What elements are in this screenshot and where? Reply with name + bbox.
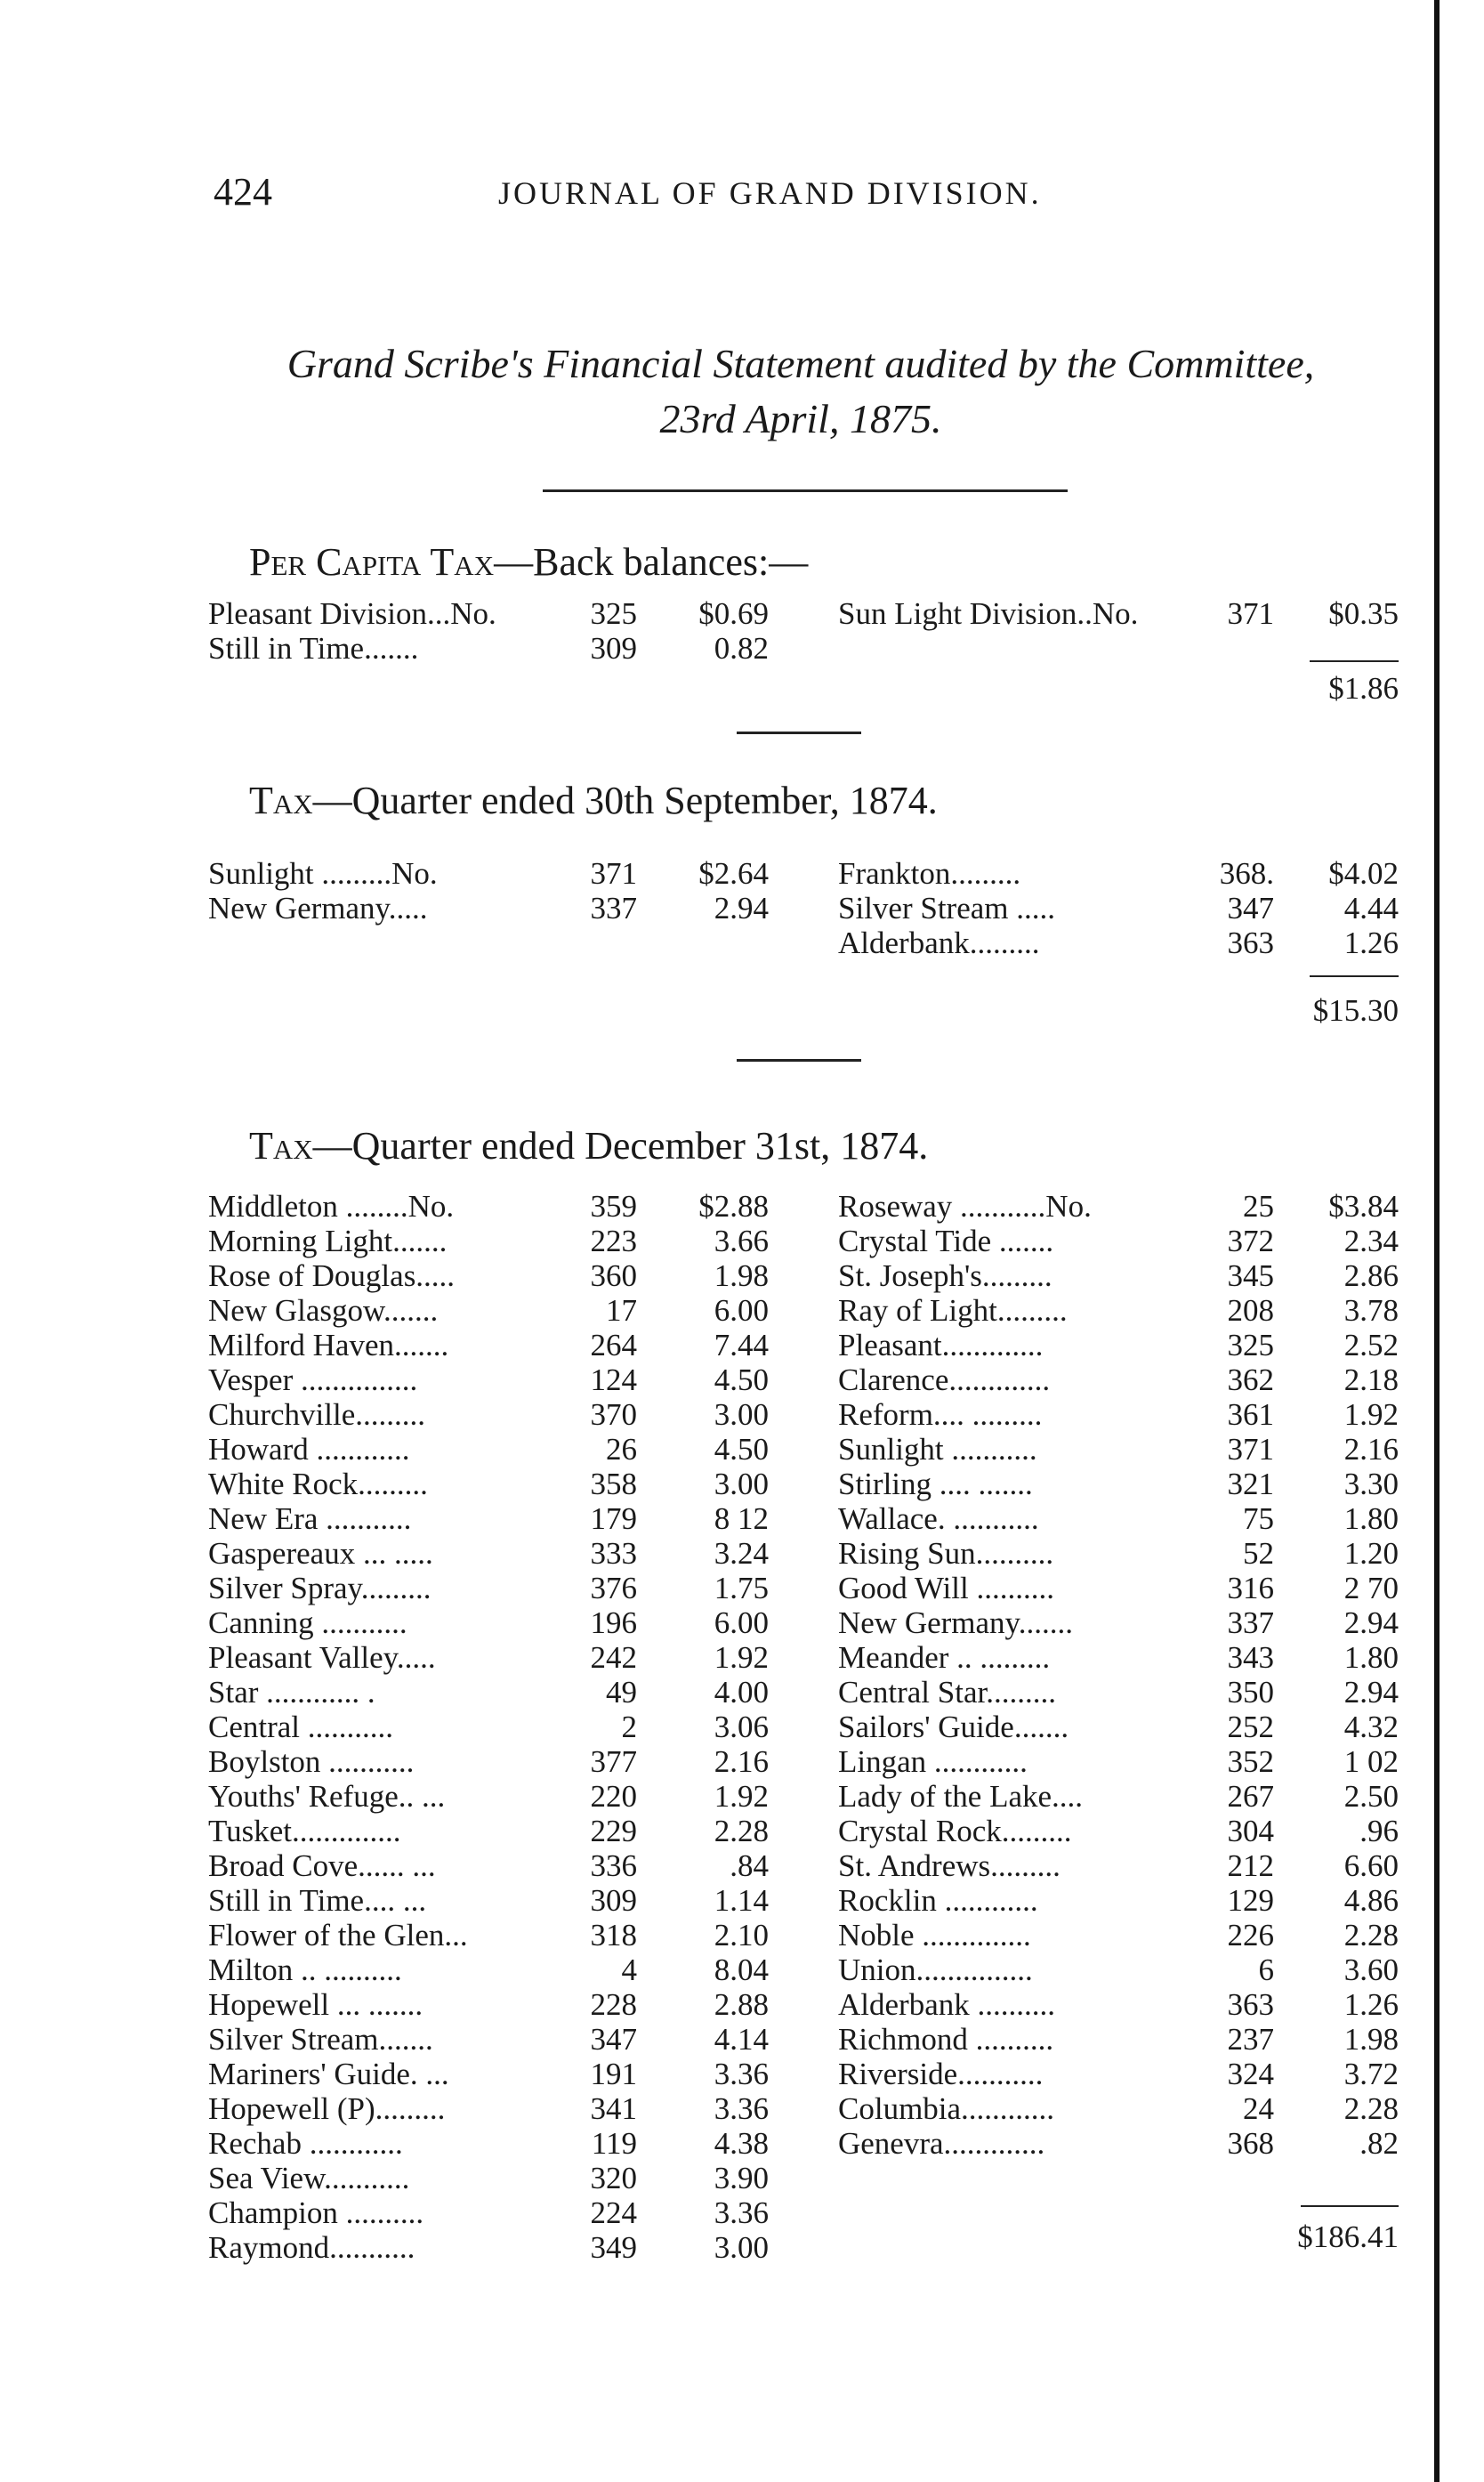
- tax-amount: 4.38: [714, 2126, 769, 2161]
- division-name: Youths' Refuge.. ...: [208, 1779, 446, 1814]
- division-number: 223: [590, 1224, 637, 1258]
- tax-amount: 6.60: [1343, 1848, 1399, 1883]
- table-row: [208, 1467, 795, 1501]
- division-name: Crystal Tide .......: [838, 1224, 1054, 1258]
- table-row: [208, 2230, 795, 2265]
- division-number: 26: [606, 1432, 637, 1467]
- table-row: [838, 1571, 1407, 1605]
- division-number: 352: [1227, 1744, 1274, 1779]
- tax-amount: 3.00: [714, 1467, 769, 1501]
- division-name: New Germany.......: [838, 1605, 1074, 1640]
- tax-amount: 1.75: [714, 1571, 769, 1605]
- division-name: Tusket..............: [208, 1814, 401, 1848]
- division-name: Rechab ............: [208, 2126, 403, 2161]
- table-row: [208, 2126, 795, 2161]
- division-number: 25: [1243, 1189, 1274, 1224]
- table-row: [208, 1848, 795, 1883]
- division-name: Good Will ..........: [838, 1571, 1054, 1605]
- total-back-balances: $1.86: [1328, 671, 1399, 706]
- division-name: Clarence.............: [838, 1362, 1051, 1397]
- table-row: [208, 1432, 795, 1467]
- division-name: Gaspereaux ... .....: [208, 1536, 433, 1571]
- table-row: [208, 1605, 795, 1640]
- division-name: New Era ...........: [208, 1501, 412, 1536]
- division-name: Milford Haven.......: [208, 1328, 449, 1362]
- tax-amount: 3.36: [714, 2057, 769, 2091]
- table-row: [838, 2091, 1407, 2126]
- division-number: 237: [1227, 2022, 1274, 2057]
- division-name: Stirling .... .......: [838, 1467, 1033, 1501]
- table-row: [838, 1258, 1407, 1293]
- division-name: Rose of Douglas.....: [208, 1258, 456, 1293]
- division-number: 124: [590, 1362, 637, 1397]
- division-number: 333: [590, 1536, 637, 1571]
- tax-amount: 3.30: [1343, 1467, 1399, 1501]
- division-name: Silver Spray.........: [208, 1571, 431, 1605]
- division-name: Sailors' Guide.......: [838, 1710, 1069, 1744]
- table-dec-1874-left: [208, 1189, 795, 2265]
- division-name: Rising Sun..........: [838, 1536, 1054, 1571]
- division-name: Rocklin ............: [838, 1883, 1038, 1918]
- sum-rule: [1310, 975, 1399, 977]
- table-row: [838, 1987, 1407, 2022]
- tax-amount: 1.92: [714, 1640, 769, 1675]
- tax-amount: 2.86: [1343, 1258, 1399, 1293]
- division-name: Pleasant Valley.....: [208, 1640, 436, 1675]
- table-row: [208, 631, 795, 666]
- tax-amount: 1.98: [714, 1258, 769, 1293]
- tax-amount: 4.32: [1343, 1710, 1399, 1744]
- division-name: Sunlight .........No.: [208, 856, 438, 891]
- table-row: [208, 1536, 795, 1571]
- division-number: 358: [590, 1467, 637, 1501]
- division-name: Middleton ........No.: [208, 1189, 455, 1224]
- section-heading-caps: Tax: [249, 779, 313, 822]
- table-row: [208, 1814, 795, 1848]
- tax-amount: 3.60: [1343, 1952, 1399, 1987]
- division-name: Flower of the Glen...: [208, 1918, 468, 1952]
- table-row: [208, 2091, 795, 2126]
- tax-amount: 3.00: [714, 1397, 769, 1432]
- tax-amount: 4.44: [1343, 891, 1399, 926]
- division-number: 196: [590, 1605, 637, 1640]
- tax-amount: $0.35: [1328, 596, 1399, 631]
- divider-rule: [737, 732, 861, 734]
- table-row: [838, 1293, 1407, 1328]
- division-name: St. Joseph's.........: [838, 1258, 1053, 1293]
- table-row: [838, 1536, 1407, 1571]
- division-name: Silver Stream .....: [838, 891, 1055, 926]
- division-number: 359: [590, 1189, 637, 1224]
- division-name: Central ...........: [208, 1710, 394, 1744]
- division-number: 371: [590, 856, 637, 891]
- division-number: 224: [590, 2195, 637, 2230]
- tax-amount: $4.02: [1328, 856, 1399, 891]
- table-row: [838, 1744, 1407, 1779]
- division-name: Still in Time.......: [208, 631, 419, 666]
- division-name: Riverside...........: [838, 2057, 1044, 2091]
- division-name: Noble ..............: [838, 1918, 1031, 1952]
- tax-amount: .82: [1359, 2126, 1399, 2161]
- tax-amount: 2.50: [1343, 1779, 1399, 1814]
- division-number: 52: [1243, 1536, 1274, 1571]
- table-row: [838, 1814, 1407, 1848]
- table-row: [208, 1883, 795, 1918]
- division-number: 252: [1227, 1710, 1274, 1744]
- division-number: 325: [1227, 1328, 1274, 1362]
- table-row: [838, 2022, 1407, 2057]
- tax-amount: 2.88: [714, 1987, 769, 2022]
- table-row: [208, 1397, 795, 1432]
- division-name: Mariners' Guide. ...: [208, 2057, 449, 2091]
- division-name: Columbia............: [838, 2091, 1055, 2126]
- division-name: Reform.... .........: [838, 1397, 1043, 1432]
- table-row: [838, 1189, 1407, 1224]
- division-name: Union...............: [838, 1952, 1033, 1987]
- division-number: 75: [1243, 1501, 1274, 1536]
- tax-amount: 4.86: [1343, 1883, 1399, 1918]
- division-number: 318: [590, 1918, 637, 1952]
- statement-heading: [205, 336, 1397, 447]
- table-row: [838, 1328, 1407, 1362]
- table-sept-1874-right: [838, 856, 1407, 960]
- division-number: 321: [1227, 1467, 1274, 1501]
- division-name: Pleasant Division...No.: [208, 596, 496, 631]
- table-row: [838, 1710, 1407, 1744]
- division-number: 368.: [1219, 856, 1274, 891]
- division-name: Genevra.............: [838, 2126, 1045, 2161]
- division-number: 337: [590, 891, 637, 926]
- division-number: 349: [590, 2230, 637, 2265]
- table-row: [208, 1952, 795, 1987]
- table-row: [838, 1501, 1407, 1536]
- division-name: Hopewell ... .......: [208, 1987, 423, 2022]
- division-number: 129: [1227, 1883, 1274, 1918]
- table-row: [838, 926, 1407, 960]
- table-row: [838, 1675, 1407, 1710]
- division-number: 337: [1227, 1605, 1274, 1640]
- division-number: 226: [1227, 1918, 1274, 1952]
- total-dec-1874: $186.41: [1297, 2219, 1399, 2254]
- table-row: [208, 1640, 795, 1675]
- table-row: [208, 2022, 795, 2057]
- tax-amount: 3.06: [714, 1710, 769, 1744]
- tax-amount: 2.16: [714, 1744, 769, 1779]
- tax-amount: 1.80: [1343, 1501, 1399, 1536]
- table-row: [208, 1675, 795, 1710]
- tax-amount: 2.18: [1343, 1362, 1399, 1397]
- division-number: 377: [590, 1744, 637, 1779]
- division-name: Milton .. ..........: [208, 1952, 402, 1987]
- page-edge-line: [1434, 0, 1440, 2482]
- division-number: 304: [1227, 1814, 1274, 1848]
- section-heading-rest: —Quarter ended 30th September, 1874.: [312, 779, 938, 822]
- table-row: [838, 1224, 1407, 1258]
- tax-amount: 1.92: [1343, 1397, 1399, 1432]
- section-heading-dec-1874: [249, 1123, 928, 1168]
- table-row: [208, 1258, 795, 1293]
- division-name: Howard ............: [208, 1432, 410, 1467]
- division-name: Ray of Light.........: [838, 1293, 1068, 1328]
- section-heading-caps: Tax: [249, 1124, 313, 1168]
- section-heading-caps: Per Capita Tax: [249, 540, 495, 584]
- table-row: [208, 596, 795, 631]
- tax-amount: 1.14: [714, 1883, 769, 1918]
- division-name: Crystal Rock.........: [838, 1814, 1072, 1848]
- division-number: 376: [590, 1571, 637, 1605]
- tax-amount: 6.00: [714, 1293, 769, 1328]
- tax-amount: 2.94: [714, 891, 769, 926]
- tax-amount: 7.44: [714, 1328, 769, 1362]
- total-sept-1874: $15.30: [1312, 993, 1399, 1028]
- division-number: 4: [621, 1952, 637, 1987]
- table-row: [838, 2126, 1407, 2161]
- tax-amount: $0.69: [698, 596, 769, 631]
- tax-amount: 3.72: [1343, 2057, 1399, 2091]
- division-name: Meander .. .........: [838, 1640, 1051, 1675]
- division-number: 363: [1227, 926, 1274, 960]
- tax-amount: 1.20: [1343, 1536, 1399, 1571]
- table-row: [838, 1605, 1407, 1640]
- division-number: 17: [606, 1293, 637, 1328]
- tax-amount: 3.00: [714, 2230, 769, 2265]
- division-name: Vesper ...............: [208, 1362, 418, 1397]
- table-row: [208, 856, 795, 891]
- tax-amount: 3.36: [714, 2195, 769, 2230]
- tax-amount: $2.64: [698, 856, 769, 891]
- section-heading-sept-1874: [249, 778, 938, 823]
- division-number: 212: [1227, 1848, 1274, 1883]
- table-row: [208, 1710, 795, 1744]
- table-row: [208, 1328, 795, 1362]
- division-number: 2: [621, 1710, 637, 1744]
- section-heading-back-balances: [249, 539, 808, 585]
- table-row: [208, 1362, 795, 1397]
- tax-amount: 2.52: [1343, 1328, 1399, 1362]
- table-row: [208, 1224, 795, 1258]
- division-number: 360: [590, 1258, 637, 1293]
- table-row: [838, 1397, 1407, 1432]
- division-number: 325: [590, 596, 637, 631]
- page-number: 424: [214, 170, 272, 214]
- division-number: 264: [590, 1328, 637, 1362]
- table-row: [208, 1293, 795, 1328]
- table-sept-1874-left: [208, 856, 795, 926]
- division-number: 371: [1227, 596, 1274, 631]
- division-number: 347: [1227, 891, 1274, 926]
- division-name: Alderbank ..........: [838, 1987, 1055, 2022]
- table-row: [208, 2195, 795, 2230]
- sum-rule: [1301, 2205, 1399, 2207]
- division-name: Boylston ...........: [208, 1744, 415, 1779]
- division-name: Central Star.........: [838, 1675, 1056, 1710]
- table-row: [838, 891, 1407, 926]
- division-name: Morning Light.......: [208, 1224, 448, 1258]
- table-row: [208, 1501, 795, 1536]
- table-row: [208, 1571, 795, 1605]
- division-name: New Glasgow.......: [208, 1293, 439, 1328]
- divider-rule: [737, 1059, 861, 1062]
- tax-amount: 2.28: [1343, 2091, 1399, 2126]
- division-name: Lingan ............: [838, 1744, 1028, 1779]
- division-number: 347: [590, 2022, 637, 2057]
- division-number: 49: [606, 1675, 637, 1710]
- table-row: [208, 891, 795, 926]
- tax-amount: 3.24: [714, 1536, 769, 1571]
- division-number: 316: [1227, 1571, 1274, 1605]
- table-row: [838, 856, 1407, 891]
- tax-amount: 1.92: [714, 1779, 769, 1814]
- division-name: Richmond ..........: [838, 2022, 1054, 2057]
- tax-amount: 4.50: [714, 1432, 769, 1467]
- division-name: New Germany.....: [208, 891, 428, 926]
- running-header: [214, 169, 1190, 222]
- division-number: 343: [1227, 1640, 1274, 1675]
- division-name: Wallace. ...........: [838, 1501, 1039, 1536]
- tax-amount: 3.36: [714, 2091, 769, 2126]
- tax-amount: 1 02: [1343, 1744, 1399, 1779]
- division-number: 362: [1227, 1362, 1274, 1397]
- table-dec-1874-right: [838, 1189, 1407, 2161]
- tax-amount: 1.26: [1343, 1987, 1399, 2022]
- table-row: [838, 1467, 1407, 1501]
- table-back-balances-left: [208, 596, 795, 666]
- tax-amount: 8 12: [714, 1501, 769, 1536]
- table-back-balances-right: [838, 596, 1407, 631]
- division-number: 179: [590, 1501, 637, 1536]
- division-number: 119: [591, 2126, 637, 2161]
- division-number: 370: [590, 1397, 637, 1432]
- tax-amount: 3.66: [714, 1224, 769, 1258]
- tax-amount: 2.28: [1343, 1918, 1399, 1952]
- division-number: 320: [590, 2161, 637, 2195]
- table-row: [208, 1987, 795, 2022]
- table-row: [838, 1918, 1407, 1952]
- division-number: 324: [1227, 2057, 1274, 2091]
- table-row: [208, 2161, 795, 2195]
- division-name: Sea View...........: [208, 2161, 410, 2195]
- tax-amount: 1.26: [1343, 926, 1399, 960]
- division-number: 350: [1227, 1675, 1274, 1710]
- table-row: [208, 1779, 795, 1814]
- tax-amount: 3.78: [1343, 1293, 1399, 1328]
- division-number: 229: [590, 1814, 637, 1848]
- division-number: 361: [1227, 1397, 1274, 1432]
- division-name: Still in Time.... ...: [208, 1883, 427, 1918]
- tax-amount: 2 70: [1343, 1571, 1399, 1605]
- tax-amount: .84: [730, 1848, 769, 1883]
- division-name: Churchville.........: [208, 1397, 425, 1432]
- tax-amount: 1.80: [1343, 1640, 1399, 1675]
- tax-amount: 4.00: [714, 1675, 769, 1710]
- division-number: 372: [1227, 1224, 1274, 1258]
- table-row: [838, 1640, 1407, 1675]
- statement-line-2: 23rd April, 1875.: [659, 396, 942, 441]
- division-name: Champion ..........: [208, 2195, 424, 2230]
- division-name: Roseway ...........No.: [838, 1189, 1092, 1224]
- tax-amount: 2.94: [1343, 1605, 1399, 1640]
- table-row: [838, 1883, 1407, 1918]
- tax-amount: 2.16: [1343, 1432, 1399, 1467]
- division-number: 368: [1227, 2126, 1274, 2161]
- division-number: 371: [1227, 1432, 1274, 1467]
- division-name: Frankton.........: [838, 856, 1021, 891]
- division-number: 345: [1227, 1258, 1274, 1293]
- table-row: [838, 1848, 1407, 1883]
- division-number: 6: [1258, 1952, 1274, 1987]
- division-number: 208: [1227, 1293, 1274, 1328]
- tax-amount: 3.90: [714, 2161, 769, 2195]
- division-name: Lady of the Lake....: [838, 1779, 1084, 1814]
- tax-amount: 4.50: [714, 1362, 769, 1397]
- division-number: 220: [590, 1779, 637, 1814]
- section-heading-rest: —Back balances:—: [494, 540, 809, 584]
- tax-amount: $3.84: [1328, 1189, 1399, 1224]
- division-number: 341: [590, 2091, 637, 2126]
- division-name: Broad Cove...... ...: [208, 1848, 436, 1883]
- division-name: St. Andrews.........: [838, 1848, 1061, 1883]
- division-number: 24: [1243, 2091, 1274, 2126]
- tax-amount: 6.00: [714, 1605, 769, 1640]
- division-number: 191: [590, 2057, 637, 2091]
- division-number: 309: [590, 631, 637, 666]
- division-name: Sunlight ...........: [838, 1432, 1037, 1467]
- division-number: 336: [590, 1848, 637, 1883]
- running-title: JOURNAL OF GRAND DIVISION.: [498, 175, 1042, 211]
- division-number: 228: [590, 1987, 637, 2022]
- tax-amount: 2.10: [714, 1918, 769, 1952]
- division-name: Star ............ .: [208, 1675, 375, 1710]
- table-row: [208, 2057, 795, 2091]
- statement-line-1: Grand Scribe's Financial Statement audited by the Committee,: [286, 341, 1315, 386]
- table-row: [838, 1362, 1407, 1397]
- tax-amount: 0.82: [714, 631, 769, 666]
- division-name: Raymond...........: [208, 2230, 415, 2265]
- sum-rule: [1310, 660, 1399, 662]
- tax-amount: .96: [1359, 1814, 1399, 1848]
- tax-amount: 8.04: [714, 1952, 769, 1987]
- tax-amount: 2.94: [1343, 1675, 1399, 1710]
- table-row: [838, 2057, 1407, 2091]
- division-number: 267: [1227, 1779, 1274, 1814]
- division-name: Sun Light Division..No.: [838, 596, 1139, 631]
- divider-rule: [543, 489, 1068, 492]
- division-name: Pleasant.............: [838, 1328, 1044, 1362]
- division-name: Canning ...........: [208, 1605, 407, 1640]
- division-name: Hopewell (P).........: [208, 2091, 446, 2126]
- tax-amount: 2.34: [1343, 1224, 1399, 1258]
- table-row: [838, 1432, 1407, 1467]
- table-row: [208, 1918, 795, 1952]
- division-number: 363: [1227, 1987, 1274, 2022]
- division-number: 309: [590, 1883, 637, 1918]
- section-heading-rest: —Quarter ended December 31st, 1874.: [312, 1124, 929, 1168]
- table-row: [208, 1744, 795, 1779]
- tax-amount: 2.28: [714, 1814, 769, 1848]
- table-row: [838, 1952, 1407, 1987]
- tax-amount: $2.88: [698, 1189, 769, 1224]
- tax-amount: 1.98: [1343, 2022, 1399, 2057]
- division-name: Silver Stream.......: [208, 2022, 433, 2057]
- tax-amount: 4.14: [714, 2022, 769, 2057]
- division-name: Alderbank.........: [838, 926, 1040, 960]
- table-row: [838, 1779, 1407, 1814]
- table-row: [838, 596, 1407, 631]
- table-row: [208, 1189, 795, 1224]
- division-number: 242: [590, 1640, 637, 1675]
- division-name: White Rock.........: [208, 1467, 428, 1501]
